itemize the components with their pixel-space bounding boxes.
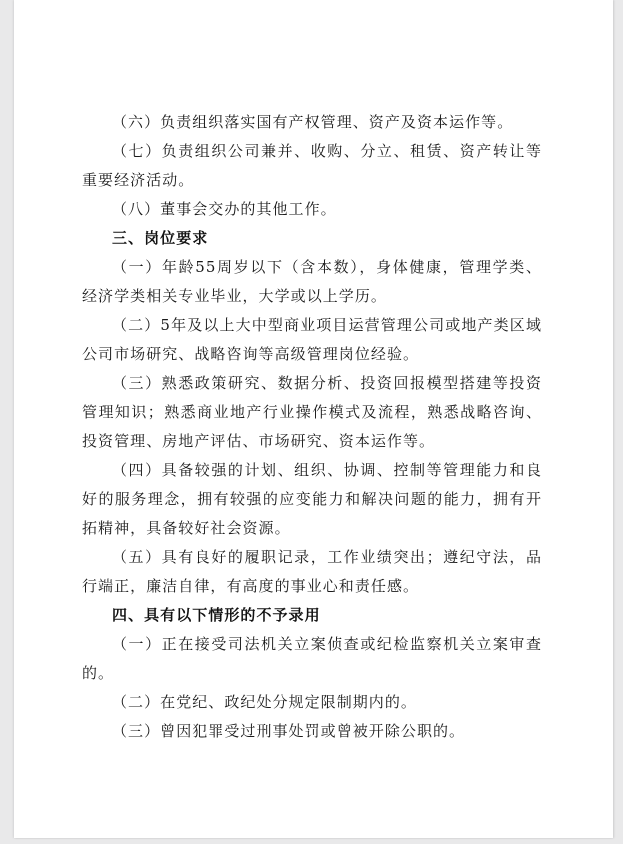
document-body [82,108,542,746]
paragraph-duty-8: （八）董事会交办的其他工作。 [112,200,337,218]
paragraph-requirement-2: （二）5年及以上大中型商业项目运营管理公司或地产类区域公司市场研究、战略咨询等高级管理岗位经验。 [82,316,542,363]
paragraph-exclusion-2: （二）在党纪、政纪处分规定限制期内的。 [112,693,417,711]
paragraph-requirement-4: （四）具备较强的计划、组织、协调、控制等管理能力和良好的服务理念，拥有较强的应变能力和解决问题的能力，拥有开拓精神，具备较好社会资源。 [82,461,542,537]
paragraph-requirement-5: （五）具有良好的履职记录，工作业绩突出；遵纪守法，品行端正，廉洁自律，有高度的事业心和责任感。 [82,548,542,595]
paragraph-duty-7: （七）负责组织公司兼并、收购、分立、租赁、资产转让等重要经济活动。 [82,142,542,189]
paragraph-duty-6: （六）负责组织落实国有产权管理、资产及资本运作等。 [112,113,514,131]
paragraph-requirement-3: （三）熟悉政策研究、数据分析、投资回报模型搭建等投资管理知识；熟悉商业地产行业操作模式及流程，熟悉战略咨询、投资管理、房地产评估、市场研究、资本运作等。 [82,374,542,450]
section-heading-requirements: 三、岗位要求 [112,229,209,247]
section-heading-exclusions: 四、具有以下情形的不予录用 [112,606,321,624]
paragraph-exclusion-1: （一）正在接受司法机关立案侦查或纪检监察机关立案审查的。 [82,635,542,682]
paragraph-requirement-1: （一）年龄55周岁以下（含本数），身体健康，管理学类、经济学类相关专业毕业，大学或以上学历。 [82,258,542,305]
paragraph-exclusion-3: （三）曾因犯罪受过刑事处罚或曾被开除公职的。 [112,722,466,740]
document-page [14,0,613,838]
